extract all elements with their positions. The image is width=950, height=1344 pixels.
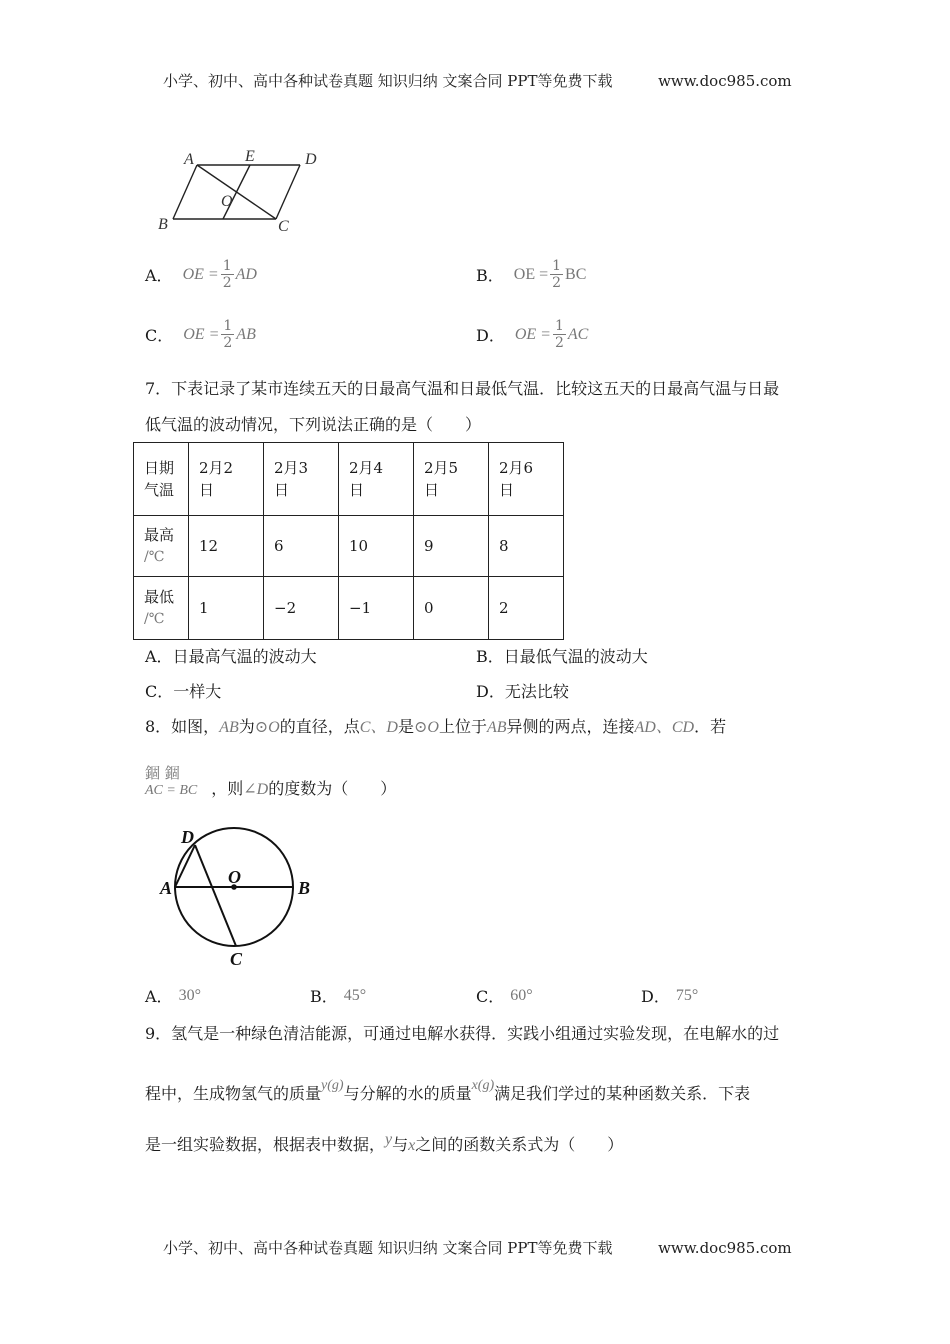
option-text: 无法比较 — [504, 682, 569, 701]
label-a: A — [160, 878, 173, 898]
table-header-row — [134, 443, 564, 516]
q7-option-d[interactable] — [476, 679, 569, 702]
option-rhs: AD — [235, 265, 257, 283]
option-label: C． — [476, 987, 505, 1006]
label-o: O — [221, 193, 233, 210]
option-label: A． — [145, 647, 173, 666]
segment-ab — [173, 165, 197, 219]
q8-option-b[interactable] — [310, 984, 366, 1007]
q7-option-c[interactable] — [145, 679, 221, 702]
label-b: B — [298, 878, 311, 898]
q8-stem-line-2: AC = BC ，则∠D的度数为（ ） — [145, 779, 397, 798]
label-o: O — [228, 867, 241, 887]
option-label: B． — [476, 266, 504, 285]
table-cell: 8 — [489, 516, 564, 577]
corner-cell: 日期 气温 — [134, 443, 189, 516]
q7-stem-line-2: 低气温的波动情况，下列说法正确的是（ ） — [145, 415, 482, 434]
option-label: C． — [145, 682, 174, 701]
q8-option-c[interactable] — [476, 984, 533, 1007]
temperature-table — [133, 442, 564, 640]
row-label-high: 最高 /℃ — [134, 516, 189, 577]
q7-stem-line-1: 7．下表记录了某市连续五天的日最高气温和日最低气温．比较这五天的日最高气温与日最 — [145, 379, 780, 398]
option-label: D． — [476, 682, 505, 701]
segment-dc — [276, 165, 300, 219]
date-cell: 2月4 日 — [339, 443, 414, 516]
label-b: B — [158, 216, 168, 233]
q9-stem-line-1: 9．氢气是一种绿色清洁能源，可通过电解水获得．实践小组通过实验发现，在电解水的过 — [145, 1024, 780, 1043]
q9-stem-line-2: 程中，生成物氢气的质量y(g)与分解的水的质量x(g)满足我们学过的某种函数关系．下表 — [145, 1078, 751, 1103]
q7-option-b[interactable] — [476, 644, 648, 667]
parallelogram-figure — [150, 142, 340, 242]
option-label: A． — [145, 987, 173, 1006]
option-label: A． — [145, 266, 173, 285]
footer-url: www.doc985.com — [658, 1239, 792, 1257]
header-text: 小学、初中、高中各种试卷真题 知识归纳 文案合同 PPT等免费下载 — [163, 72, 613, 90]
segment-dc — [195, 845, 236, 946]
fraction: $\frac{1}{2}$ — [552, 258, 562, 291]
option-value: 45° — [343, 986, 367, 1004]
table-cell: −1 — [339, 577, 414, 640]
date-cell: 2月5 日 — [414, 443, 489, 516]
option-lhs: OE = — [182, 265, 219, 283]
option-value: 75° — [675, 986, 699, 1004]
arc-marks: 錮 錮 — [145, 764, 180, 782]
option-rhs: BC — [565, 265, 587, 283]
option-label: B． — [310, 987, 338, 1006]
option-label: C． — [145, 326, 174, 345]
table-cell: 9 — [414, 516, 489, 577]
q6-option-d[interactable] — [476, 318, 588, 351]
option-label: B． — [476, 647, 504, 666]
option-rhs: AC — [567, 325, 589, 343]
q7-option-a[interactable] — [145, 644, 317, 667]
table-cell: 10 — [339, 516, 414, 577]
date-cell: 2月2 日 — [189, 443, 264, 516]
date-cell: 2月6 日 — [489, 443, 564, 516]
label-e: E — [245, 148, 255, 165]
fraction: $\frac{1}{2}$ — [554, 318, 564, 351]
label-a: A — [184, 151, 194, 168]
q9-stem-line-3: 是一组实验数据，根据表中数据，y与x之间的函数关系式为（ ） — [145, 1131, 624, 1154]
label-d: D — [181, 827, 194, 847]
option-lhs: OE = — [183, 325, 220, 343]
date-cell: 2月3 日 — [264, 443, 339, 516]
footer-text: 小学、初中、高中各种试卷真题 知识归纳 文案合同 PPT等免费下载 — [163, 1239, 613, 1257]
row-label-low: 最低 /℃ — [134, 577, 189, 640]
option-rhs: AB — [236, 325, 256, 343]
option-value: 30° — [178, 986, 201, 1004]
q6-option-a[interactable] — [145, 258, 257, 291]
page-footer — [163, 1237, 792, 1258]
label-c: C — [230, 949, 243, 969]
table-cell: 12 — [189, 516, 264, 577]
option-label: D． — [476, 326, 505, 345]
option-label: D． — [641, 987, 670, 1006]
option-text: 日最低气温的波动大 — [503, 647, 648, 666]
segment-eo — [223, 165, 250, 219]
option-text: 一样大 — [173, 682, 222, 701]
fraction: $\frac{1}{2}$ — [223, 318, 233, 351]
page-header — [163, 70, 792, 91]
q8-option-d[interactable] — [641, 984, 698, 1007]
q6-option-c[interactable] — [145, 318, 256, 351]
option-lhs: OE = — [513, 265, 549, 283]
table-cell: −2 — [264, 577, 339, 640]
table-cell: 6 — [264, 516, 339, 577]
header-url: www.doc985.com — [658, 72, 792, 90]
table-cell: 2 — [489, 577, 564, 640]
option-text: 日最高气温的波动大 — [172, 647, 317, 666]
table-row-low — [134, 577, 564, 640]
q8-stem-line-1: 8．如图，AB为⊙O的直径，点C、D是⊙O上位于AB异侧的两点，连接AD、CD．若 — [145, 717, 727, 736]
option-lhs: OE = — [514, 325, 551, 343]
option-value: 60° — [510, 986, 533, 1004]
circle-figure — [150, 820, 330, 970]
label-c: C — [278, 218, 289, 235]
table-cell: 1 — [189, 577, 264, 640]
q8-option-a[interactable] — [145, 984, 201, 1007]
table-cell: 0 — [414, 577, 489, 640]
table-row-high — [134, 516, 564, 577]
label-d: D — [305, 151, 317, 168]
fraction: $\frac{1}{2}$ — [222, 258, 232, 291]
q6-option-b[interactable] — [476, 258, 586, 291]
